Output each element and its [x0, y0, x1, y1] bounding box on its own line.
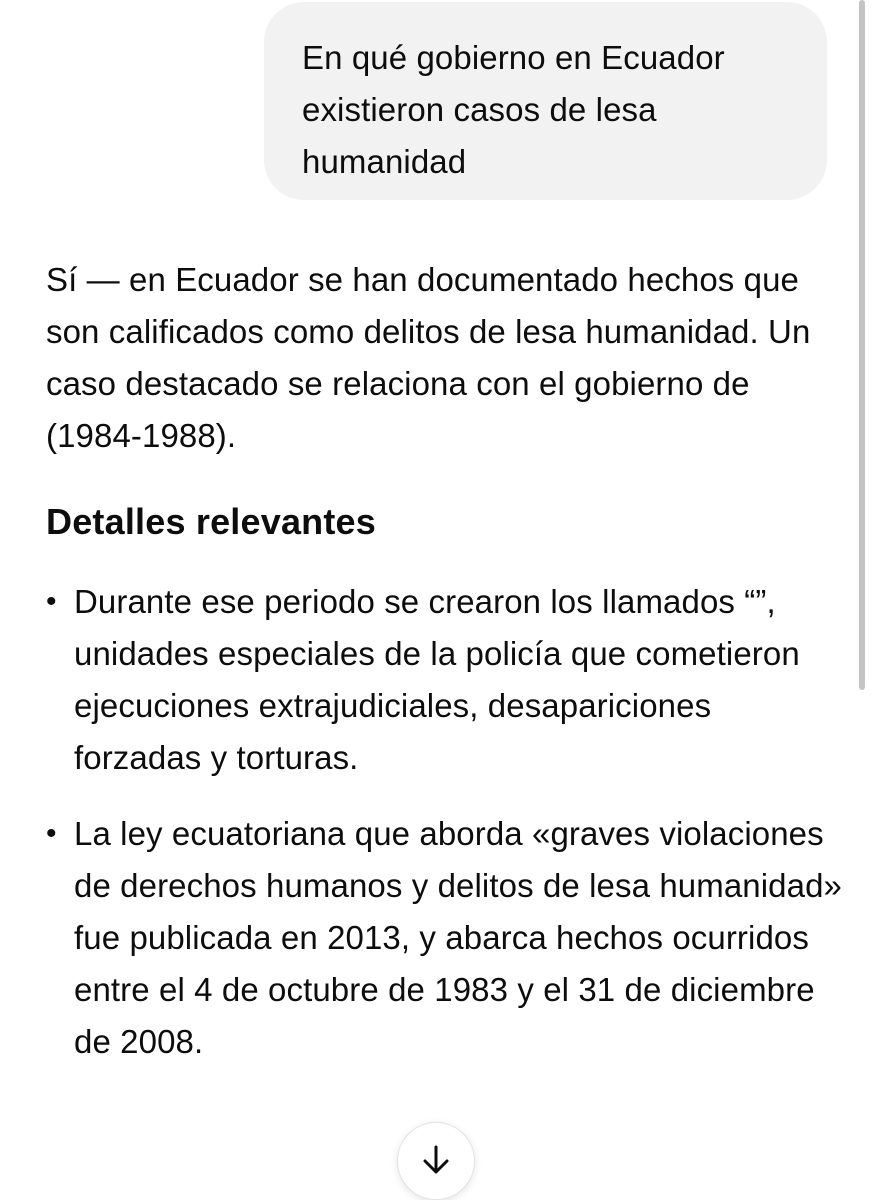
arrow-down-icon	[423, 1145, 449, 1175]
user-message-bubble	[264, 2, 827, 200]
scrollbar-thumb[interactable]	[859, 0, 865, 690]
list-item	[46, 576, 846, 784]
section-heading: Detalles relevantes	[46, 501, 376, 542]
list-item-text: Durante ese periodo se crearon los llamados “”, unidades especiales de la policía que cometieron ejecuciones extrajudiciales, desapariciones forzadas y torturas.	[74, 583, 800, 776]
details-list	[46, 576, 846, 1068]
bullet-dot-icon: •	[46, 585, 57, 618]
list-item-text: La ley ecuatoriana que aborda «graves violaciones de derechos humanos y delitos de lesa humanidad» fue publicada en 2013, y abarca hechos ocurridos entre el 4 de octubre de 1983 y el 31 de diciembre de 2008.	[74, 815, 842, 1060]
assistant-intro-paragraph: Sí — en Ecuador se han documentado hechos que son calificados como delitos de lesa humanidad. Un caso destacado se relaciona con el gobierno de (1984-1988).	[46, 261, 811, 454]
list-item	[46, 808, 846, 1068]
assistant-message	[46, 254, 846, 1092]
bullet-dot-icon: •	[46, 817, 57, 850]
scroll-down-button[interactable]	[397, 1122, 475, 1200]
user-message-text: En qué gobierno en Ecuador existieron casos de lesa humanidad	[302, 39, 725, 180]
